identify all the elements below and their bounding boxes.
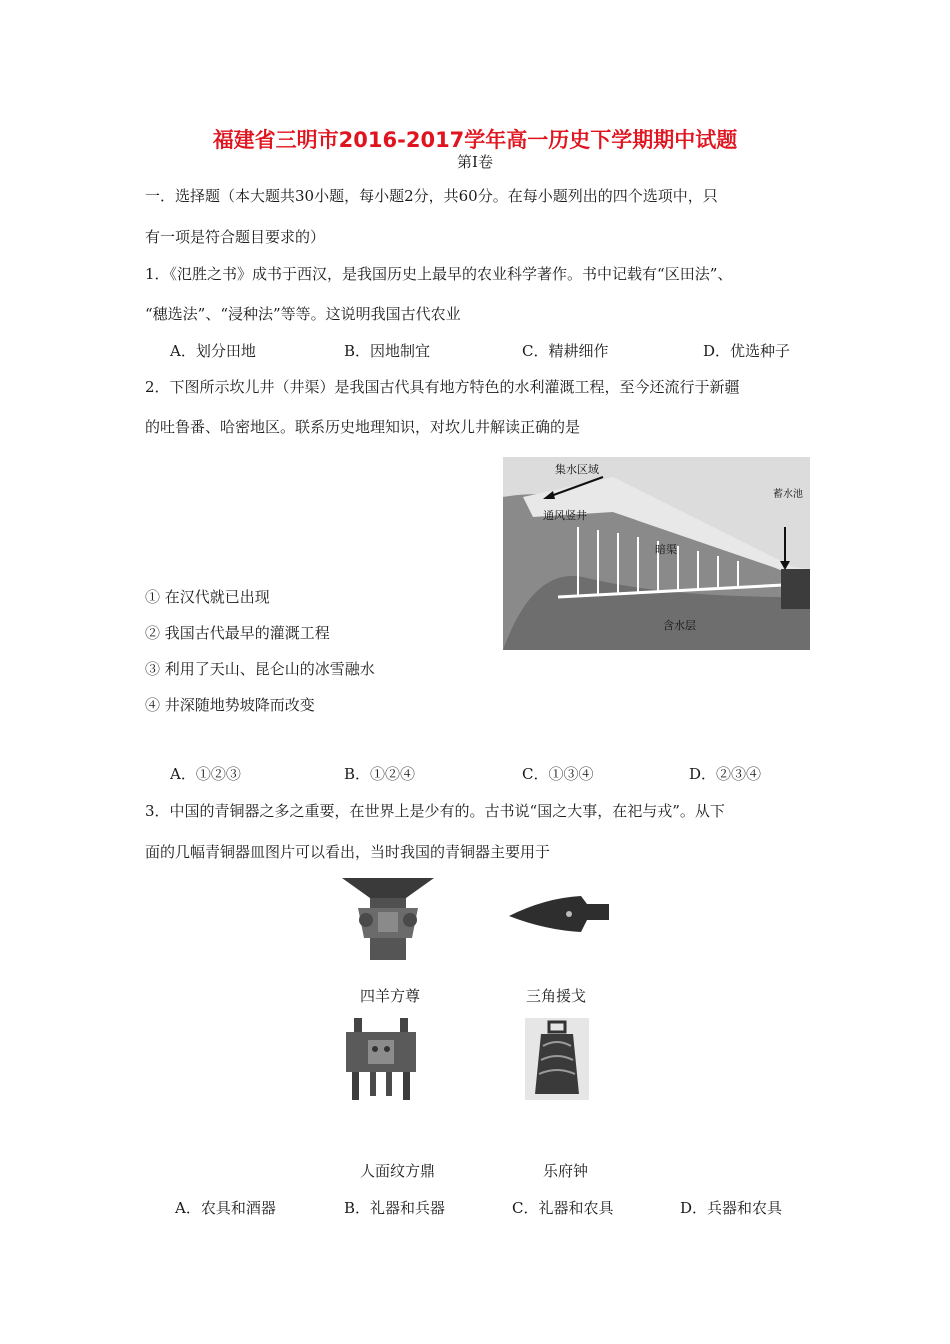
volume-label: 第Ⅰ卷 xyxy=(457,153,493,171)
q3-option-c[interactable]: C．礼器和农具 xyxy=(512,1199,614,1217)
q2-stem-line2: 的吐鲁番、哈密地区。联系历史地理知识，对坎儿井解读正确的是 xyxy=(145,418,581,436)
q3-option-d[interactable]: D．兵器和农具 xyxy=(680,1199,783,1217)
caption-human-face-ding: 人面纹方鼎 xyxy=(360,1162,436,1180)
q2-option-b[interactable]: B．①②④ xyxy=(344,765,416,783)
storage-pool-block xyxy=(781,569,810,609)
q2-stem-line1: 2．下图所示坎儿井（井渠）是我国古代具有地方特色的水利灌溉工程，至今还流行于新疆 xyxy=(145,378,740,396)
q2-option-c[interactable]: C．①③④ xyxy=(522,765,594,783)
q3-stem-line2: 面的几幅青铜器皿图片可以看出，当时我国的青铜器主要用于 xyxy=(145,843,551,861)
triangular-ge-image xyxy=(505,890,611,940)
yuefu-bell-image xyxy=(525,1018,589,1100)
label-pool: 蓄水池 xyxy=(773,489,803,500)
caption-triangular-ge: 三角援戈 xyxy=(526,987,587,1005)
label-aquifer: 含水层 xyxy=(663,619,696,632)
yuefu-bell-svg xyxy=(525,1018,589,1100)
human-face-ding-svg xyxy=(340,1016,422,1101)
label-catchment: 集水区域 xyxy=(555,463,599,476)
human-face-ding-image xyxy=(340,1016,422,1101)
q1-stem-line2: “穗选法”、“浸种法”等等。这说明我国古代农业 xyxy=(145,305,461,323)
page-title: 福建省三明市2016-2017学年高一历史下学期期中试题 xyxy=(212,128,738,152)
karez-diagram-svg xyxy=(503,457,810,650)
caption-four-ram-zun: 四羊方尊 xyxy=(360,987,421,1005)
q3-stem-line1: 3．中国的青铜器之多之重要，在世界上是少有的。古书说“国之大事，在祀与戎”。从下 xyxy=(145,802,725,820)
q1-option-d[interactable]: D．优选种子 xyxy=(703,342,791,360)
section-instructions-line2: 有一项是符合题目要求的） xyxy=(145,228,326,246)
q2-statement-4: ④ 井深随地势坡降而改变 xyxy=(145,696,315,714)
q1-option-c[interactable]: C．精耕细作 xyxy=(522,342,609,360)
q1-stem-line1: 1．《氾胜之书》成书于西汉，是我国历史上最早的农业科学著作。书中记载有“区田法”、 xyxy=(145,265,733,283)
q2-statement-2: ② 我国古代最早的灌溉工程 xyxy=(145,624,330,642)
q2-option-a[interactable]: A．①②③ xyxy=(170,765,241,783)
triangular-ge-svg xyxy=(505,890,611,940)
label-shaft: 通风竖井 xyxy=(543,509,587,522)
q1-option-b[interactable]: B．因地制宜 xyxy=(344,342,431,360)
karez-diagram xyxy=(503,457,810,650)
q2-option-d[interactable]: D．②③④ xyxy=(689,765,762,783)
caption-yuefu-bell: 乐府钟 xyxy=(543,1162,589,1180)
q2-statement-1: ① 在汉代就已出现 xyxy=(145,588,270,606)
q1-option-a[interactable]: A．划分田地 xyxy=(170,342,256,360)
q3-option-a[interactable]: A．农具和酒器 xyxy=(175,1199,276,1217)
four-ram-zun-image xyxy=(340,876,436,962)
q2-statement-3: ③ 利用了天山、昆仑山的冰雪融水 xyxy=(145,660,375,678)
q3-option-b[interactable]: B．礼器和兵器 xyxy=(344,1199,446,1217)
section-instructions-line1: 一．选择题（本大题共30小题，每小题2分，共60分。在每小题列出的四个选项中，只 xyxy=(145,187,718,205)
four-ram-zun-svg xyxy=(340,876,436,962)
label-channel: 暗渠 xyxy=(655,543,677,556)
